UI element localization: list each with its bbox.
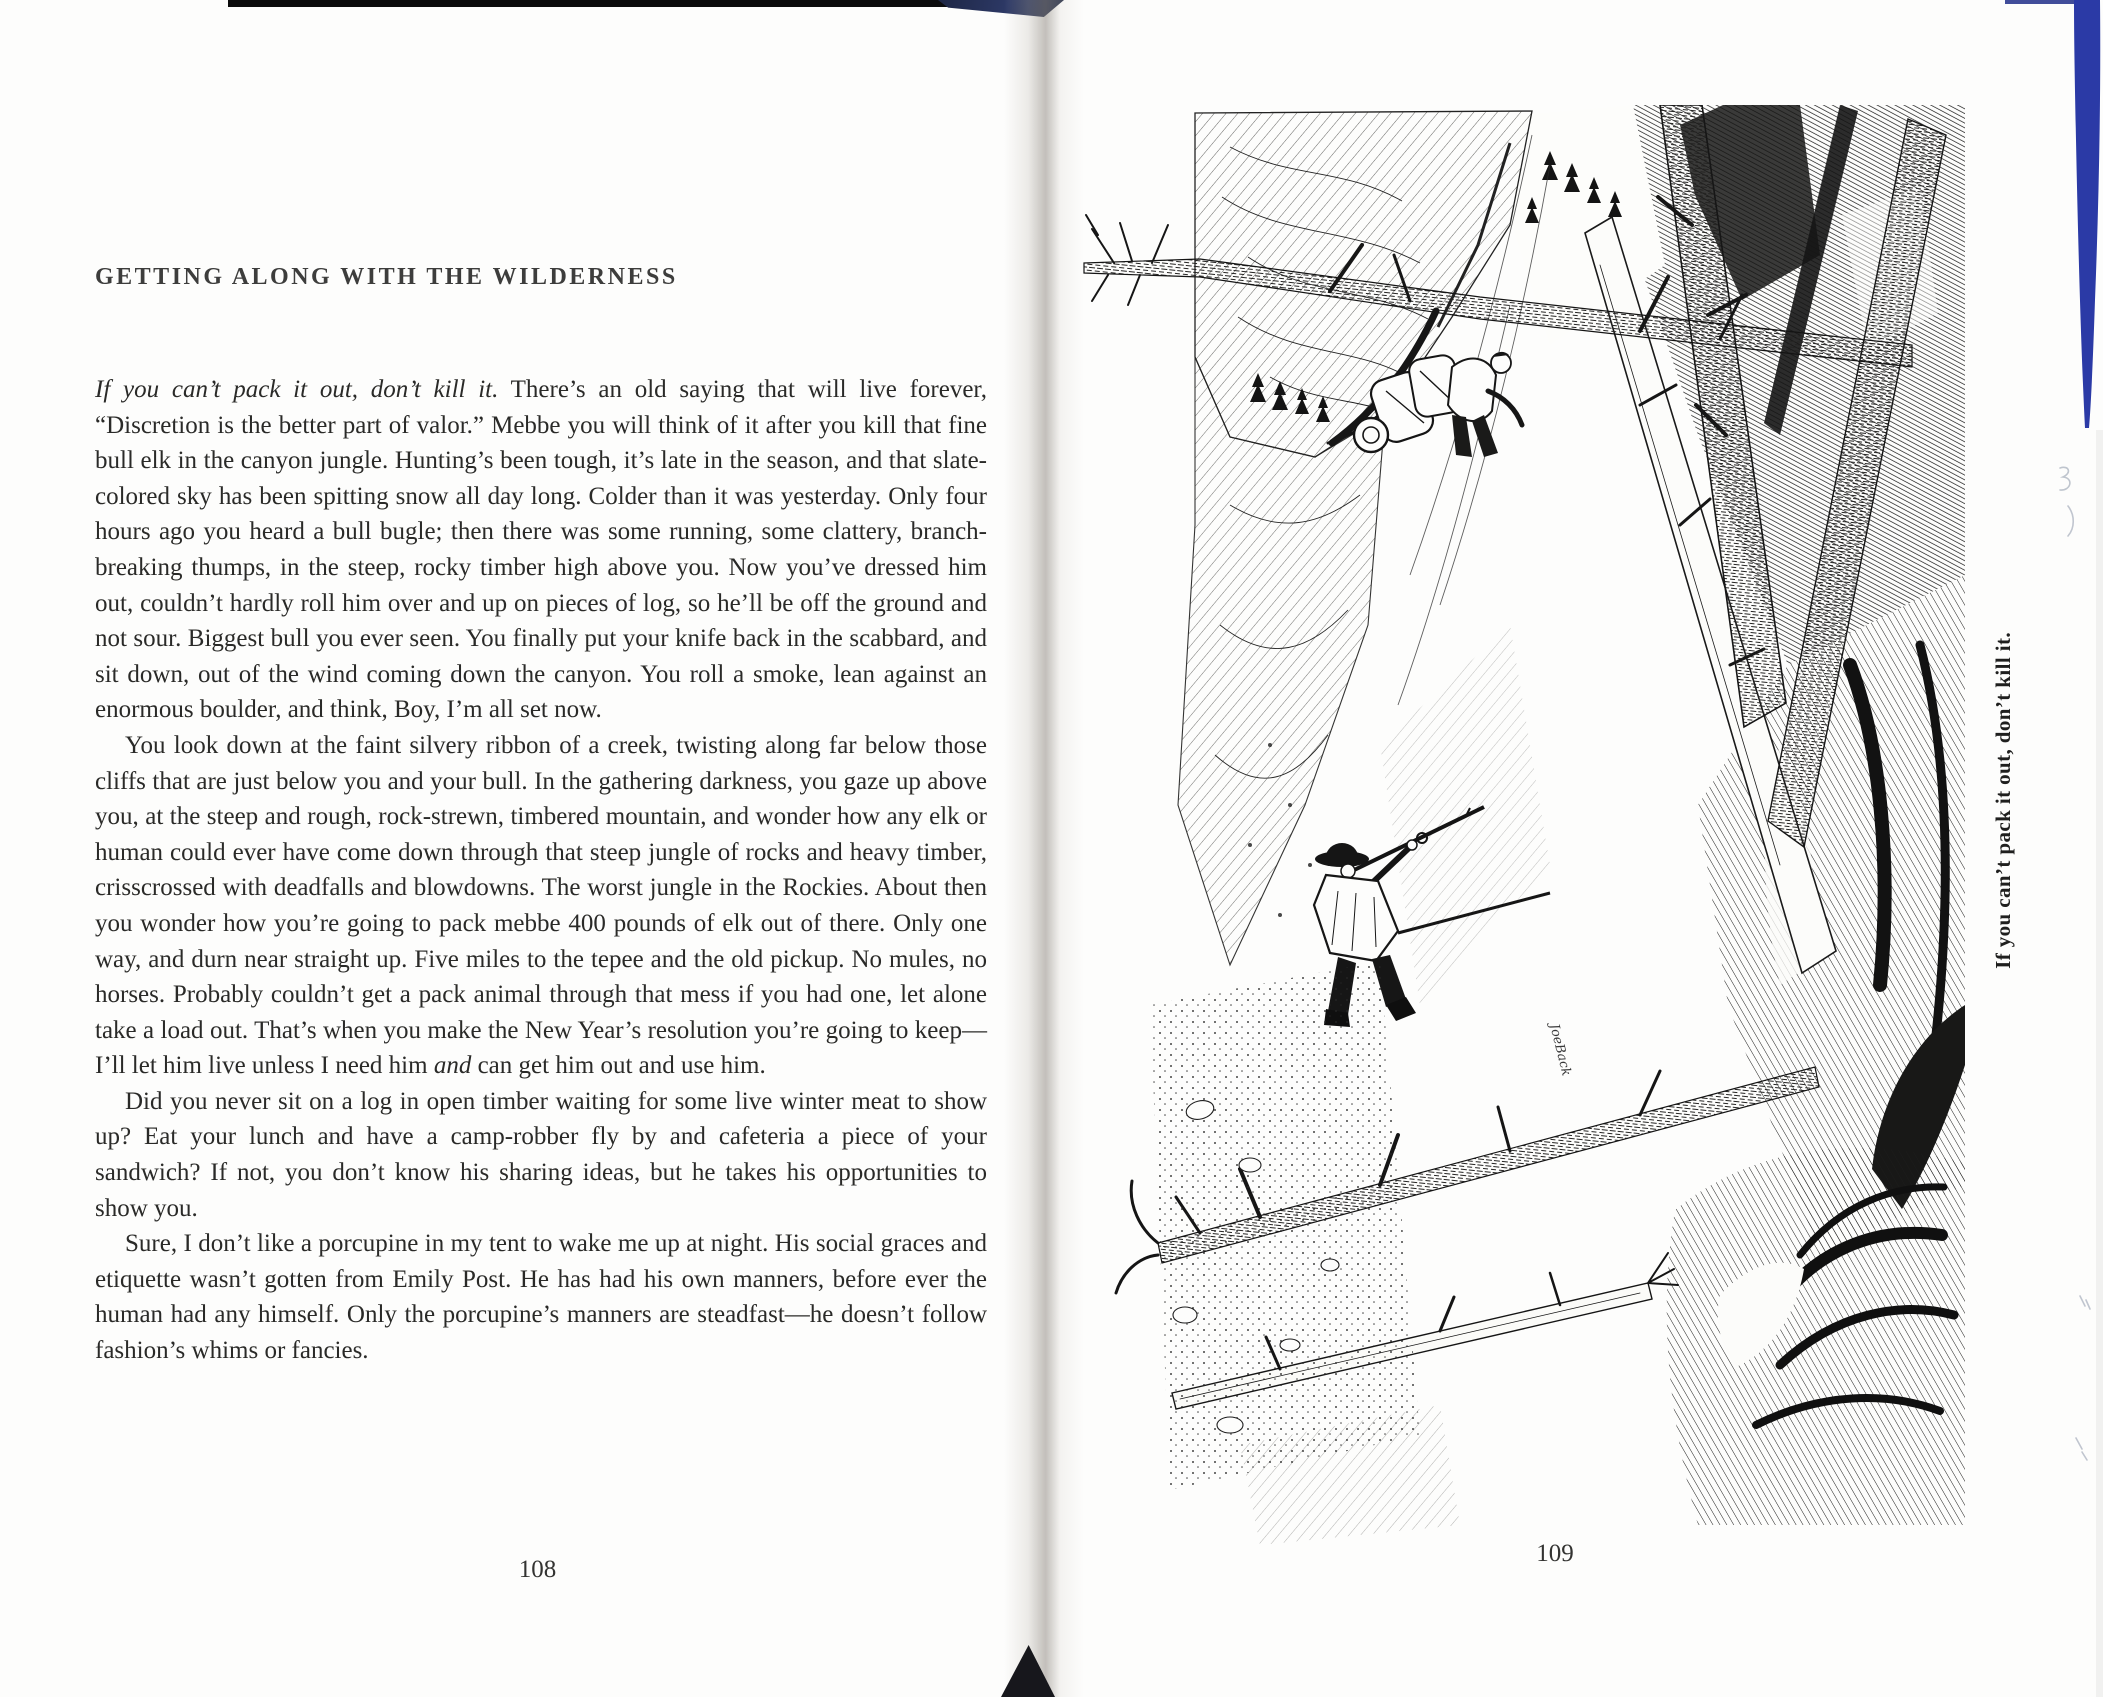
book-cover-edge xyxy=(2000,0,2103,1697)
chapter-heading: GETTING ALONG WITH THE WILDERNESS xyxy=(95,264,678,290)
body-text xyxy=(95,372,987,1369)
page-gutter-shadow xyxy=(1004,0,1084,1697)
page-showthrough-marks xyxy=(2060,467,2090,1460)
paragraph xyxy=(95,1084,987,1226)
page-edge-shade xyxy=(2096,430,2103,1697)
cover-blue-strip xyxy=(2074,0,2100,428)
text-run: Sure, I don’t like a porcupine in my tent to wake me up at night. His social graces and etiquette wasn’t gotten from Emily Post. He has had his own manners, before ever the human had any himself. Only the porcupine’s manners are steadfast—he doesn’t follow fashion’s whims or fancies. xyxy=(95,1230,987,1365)
page-number-right: 109 xyxy=(1536,1540,1574,1567)
wilderness-illustration xyxy=(1080,105,1965,1560)
vertical-caption-text: If you can’t pack it out, don’t kill it. xyxy=(1990,631,2015,969)
artist-signature: JoeBack xyxy=(1546,1022,1574,1078)
text-run: There’s an old saying that will live forever, “Discretion is the better part of valor.” Mebbe you will think of it after you kill that fine bull elk in the canyon jungle. Hunting’s been tough, it’s late in the season, and that slate-colored sky has been spitting snow all day long. Colder than it was yesterday. Only four hours ago you heard a bull bugle; then there was some running, some clattery, branch-breaking thumps, in the steep, rocky timber high above you. Now you’ve dressed him out, couldn’t hardly roll him over and up on pieces of log, so he’ll be off the ground and not sour. Biggest bull you ever seen. You finally put your knife back in the scabbard, and sit down, out of the wind coming down the canyon. You roll a smoke, lean against an enormous boulder, and think, Boy, I’m all set now. xyxy=(95,376,987,724)
page-left xyxy=(0,0,1004,1697)
paragraph xyxy=(95,372,987,728)
root-fan xyxy=(1667,1148,1965,1525)
text-run: You look down at the faint silvery ribbon of a creek, twisting along far below those cliffs that are just below you and your bull. In the gathering darkness, you gaze up above you, at the steep and rough, rock-strewn, timbered mountain, and wonder how any elk or human could ever have come down through that steep jungle of rocks and heavy timber, crisscrossed with deadfalls and blowdowns. The worst jungle in the Rockies. About then you wonder how you’re going to pack mebbe 400 pounds of elk out of there. Only one way, and durn near straight up. Five miles to the tepee and the old pickup. No mules, no horses. Probably couldn’t get a pack animal through that mess if you had one, let alone take a load out. That’s when you make the New Year’s resolution you’re going to keep—I’ll let him live unless I need him xyxy=(95,731,987,1080)
page-number-left: 108 xyxy=(518,1556,557,1583)
cover-top-line xyxy=(2005,0,2075,4)
text-run: Did you never sit on a log in open timber waiting for some live winter meat to show up? Eat your lunch and have a camp-robber fly by and cafeteria a piece of your sandwich? If not, you don’t know his sharing ideas, but he takes his opportunities to show you. xyxy=(95,1087,987,1222)
paragraph xyxy=(95,1226,987,1368)
paragraph xyxy=(95,728,987,1084)
text-run: can get him out and use him. xyxy=(471,1052,766,1080)
italic-run: If you can’t pack it out, don’t kill it. xyxy=(95,376,499,403)
italic-run: and xyxy=(433,1052,472,1080)
